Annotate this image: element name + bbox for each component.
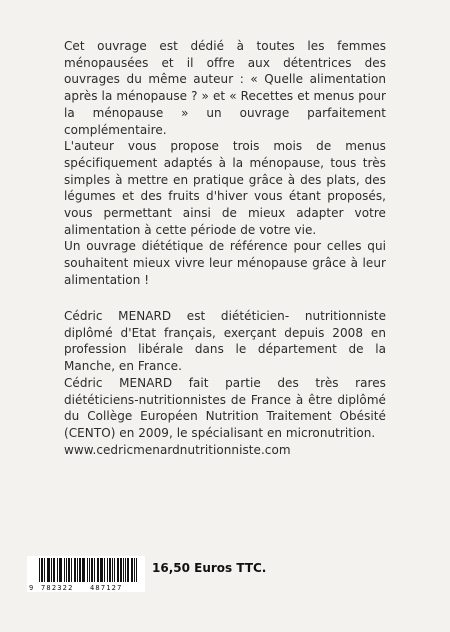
- author-website: www.cedricmenardnutritionniste.com: [64, 442, 291, 457]
- description-paragraph-3: Un ouvrage diététique de référence pour celles qui souhaitent mieux vivre leur ménopause grâce à leur alimentation !: [64, 239, 386, 287]
- description-paragraph-2: L'auteur vous propose trois mois de menus spécifiquement adaptés à la ménopause, tous très simples à mettre en pratique grâce à des plats, des légumes et des fruits d'hiver vous étant proposés, vous permettant ainsi de mieux adapter votre alimentation à cette période de votre vie.: [64, 139, 386, 237]
- author-paragraph-2: Cédric MENARD fait partie des très rares diététiciens-nutritionnistes de France à être diplômé du Collège Européen Nutrition Traitement Obésité (CENTO) en 2009, le spécialisant en micronutrition.: [64, 375, 386, 440]
- book-description: [64, 38, 386, 289]
- author-bio: [64, 308, 386, 458]
- price-label: 16,50 Euros TTC.: [152, 561, 267, 575]
- description-paragraph-1: Cet ouvrage est dédié à toutes les femmes ménopausées et il offre aux détentrices des ouvrages du même auteur : « Quelle alimentation après la ménopause ? » et « Recettes et menus pour la ménopause » un ouvrage parfaitement complémentaire.: [64, 39, 386, 137]
- barcode-group-2: 487127: [90, 584, 123, 592]
- barcode-graphic: [27, 556, 145, 592]
- barcode-lead-digit: 9: [29, 584, 34, 592]
- author-paragraph-1: Cédric MENARD est diététicien- nutritionniste diplômé d'Etat français, exerçant depuis 2008 en profession libérale dans le département de la Manche, en France.: [64, 309, 386, 374]
- isbn-barcode: [27, 556, 145, 592]
- barcode-group-1: 782322: [41, 584, 74, 592]
